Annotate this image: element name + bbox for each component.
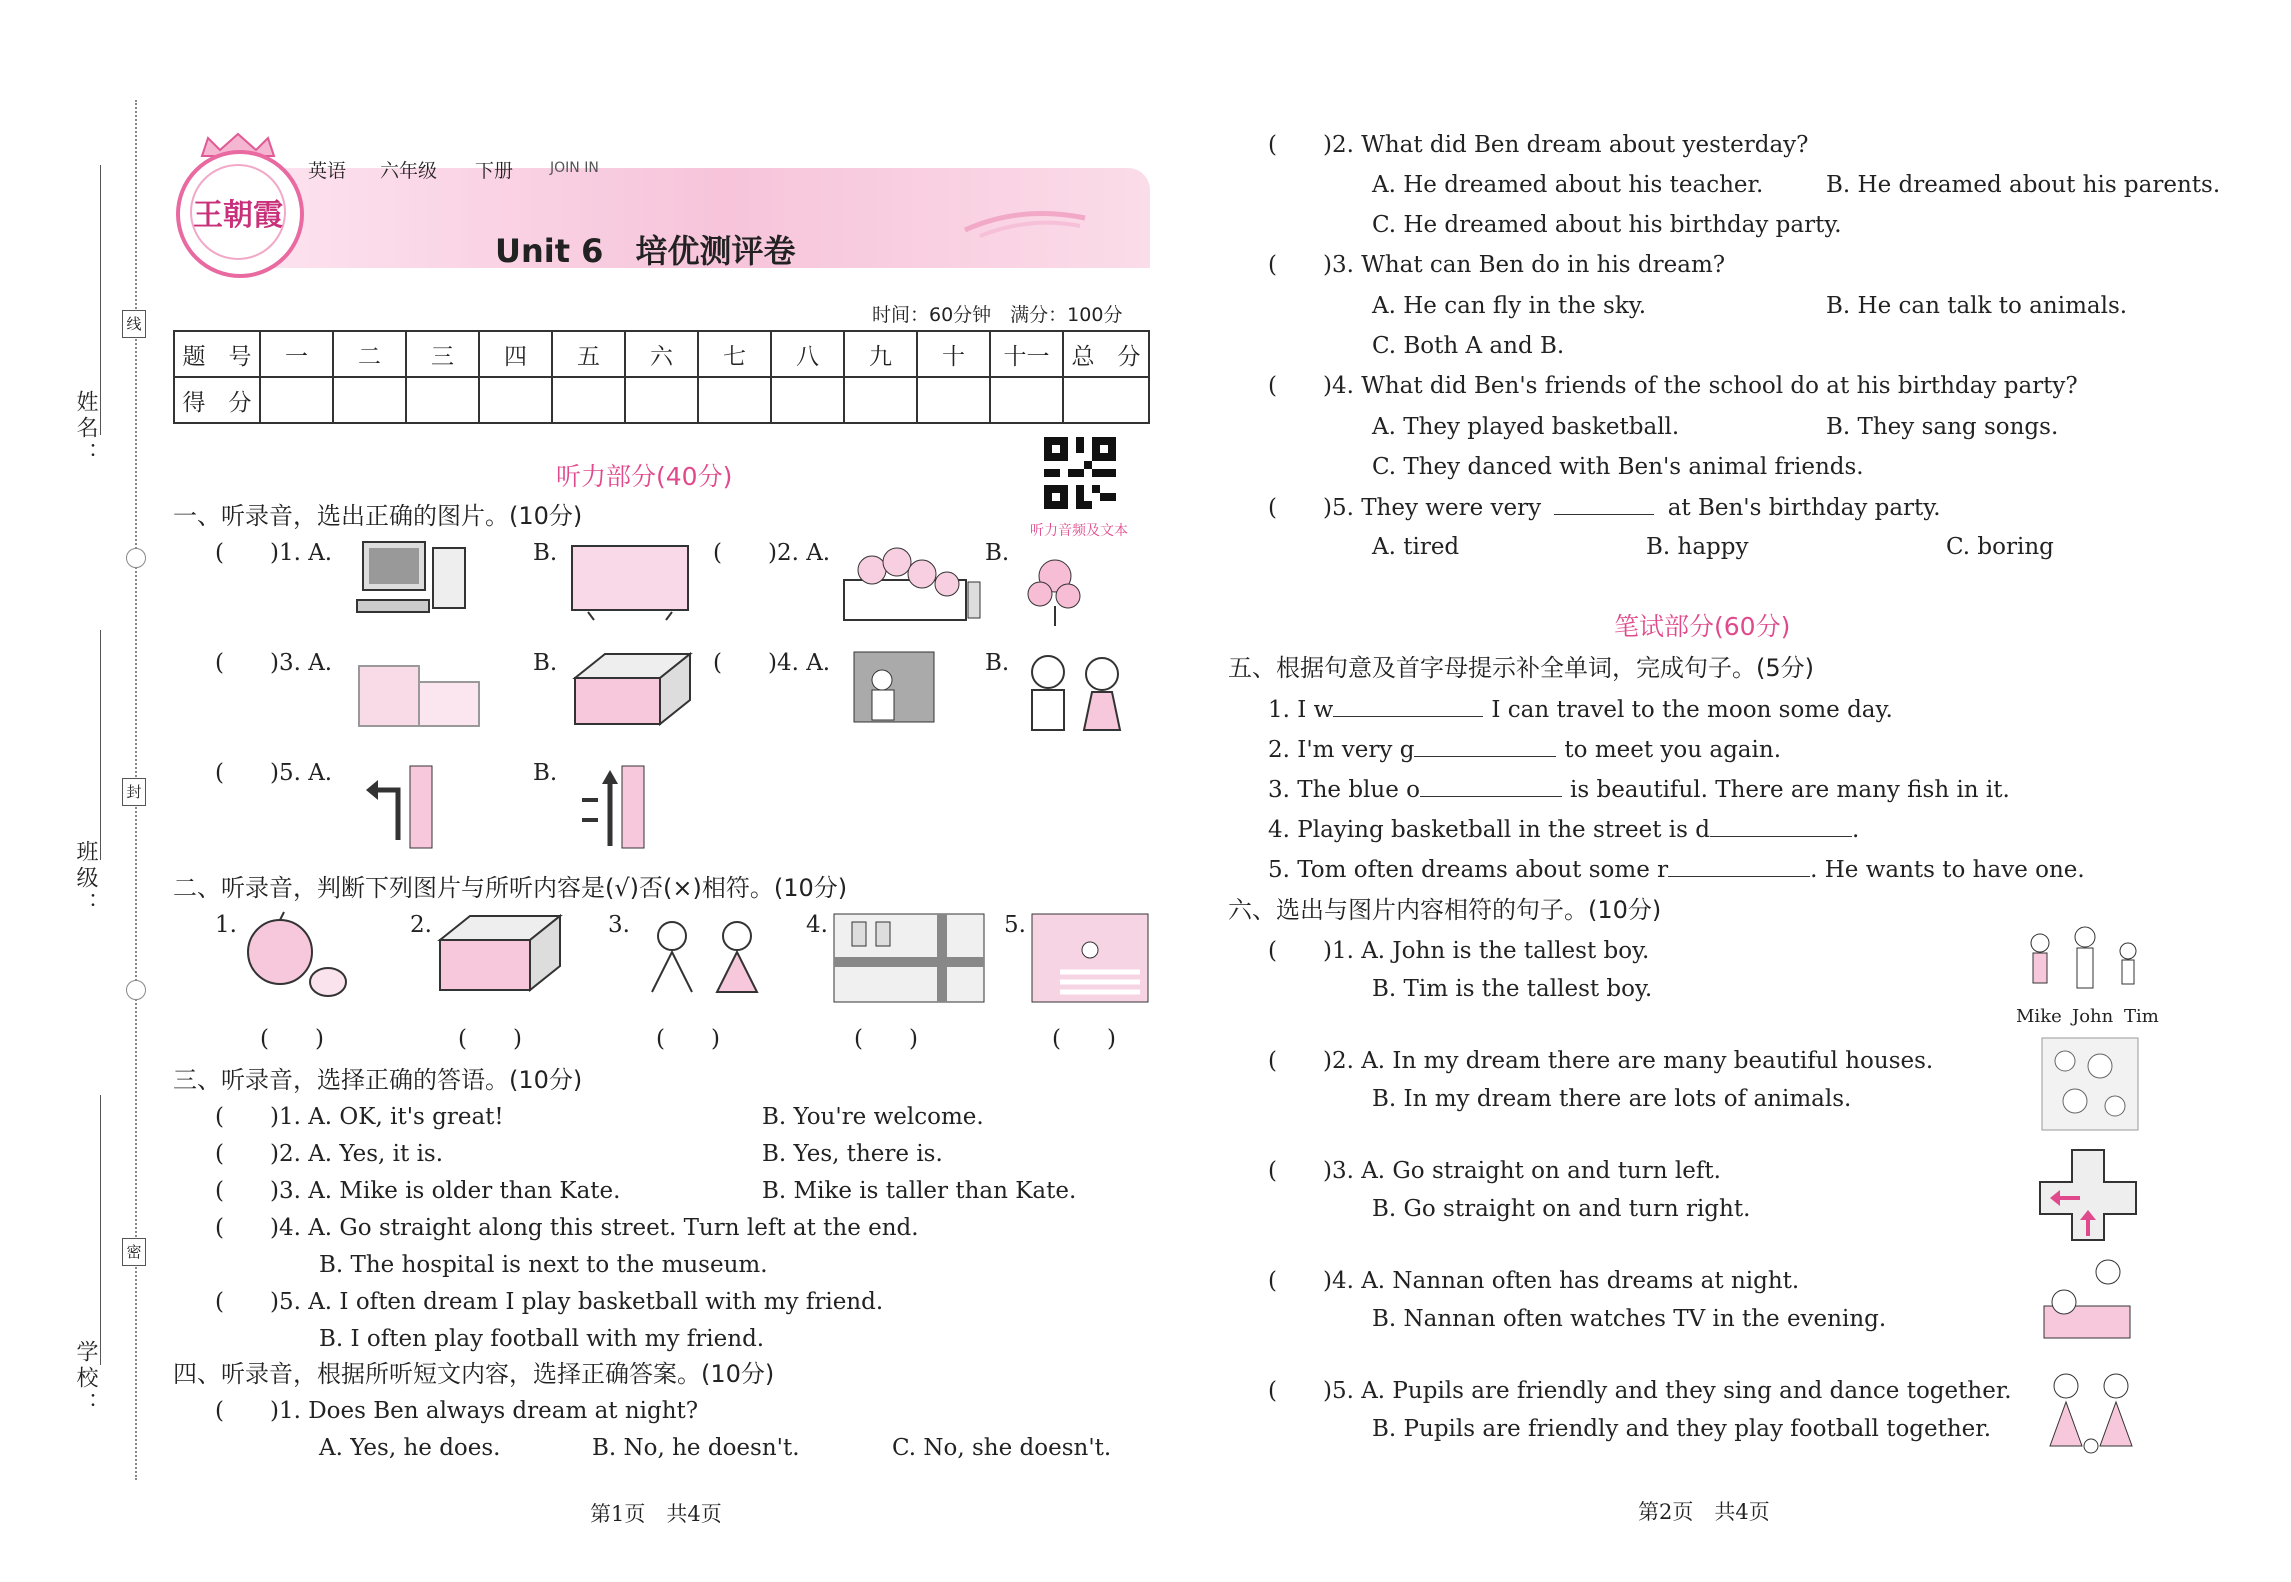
s2-num-5: 5. bbox=[1004, 912, 1026, 938]
s3-q5-b: B. I often play football with my friend. bbox=[319, 1326, 765, 1352]
s6-q1-a: ( )1. A. John is the tallest boy. bbox=[1268, 938, 1650, 964]
s6-q4-a: ( )4. A. Nannan often has dreams at night. bbox=[1268, 1268, 1800, 1294]
s4-q3: ( )3. What can Ben do in his dream? bbox=[1268, 252, 1726, 278]
sleeping-dream-picture bbox=[2038, 1258, 2138, 1344]
s4-q1-opt-b: B. No, he doesn't. bbox=[592, 1435, 800, 1461]
score-header-cell: 五 bbox=[552, 331, 625, 377]
s2-num-2: 2. bbox=[410, 912, 432, 938]
score-header-cell: 八 bbox=[771, 331, 844, 377]
school-label: 学校： bbox=[73, 1340, 98, 1418]
s6-q5-a: ( )5. A. Pupils are friendly and they sing and dance together. bbox=[1268, 1378, 2012, 1404]
s3-q2-a: ( )2. A. Yes, it is. bbox=[215, 1141, 444, 1167]
binding-hole-icon bbox=[126, 548, 146, 568]
qr-caption: 听力音频及文本 bbox=[1030, 523, 1128, 539]
score-input-cell[interactable] bbox=[479, 377, 552, 423]
writing-heading: 笔试部分(60分) bbox=[1614, 612, 1791, 641]
section-6-title: 六、选出与图片内容相符的句子。(10分) bbox=[1228, 896, 1662, 924]
page-1-footer: 第1页 共4页 bbox=[590, 1502, 722, 1526]
score-input-cell[interactable] bbox=[333, 377, 406, 423]
s3-q2-b: B. Yes, there is. bbox=[762, 1141, 943, 1167]
s2-answer-2[interactable]: ( ) bbox=[458, 1026, 522, 1052]
s4-q3-opt-b: B. He can talk to animals. bbox=[1826, 293, 2128, 319]
cinema-picture-2 bbox=[430, 910, 570, 1000]
s4-q5-pre: ( )5. They were very bbox=[1268, 495, 1542, 521]
s4-q2-opt-b: B. He dreamed about his parents. bbox=[1826, 172, 2221, 198]
grade: 六年级 bbox=[380, 160, 438, 182]
score-row-label: 得 分 bbox=[174, 377, 260, 423]
class-label: 班级： bbox=[73, 840, 98, 918]
class-underline bbox=[100, 630, 101, 860]
seal-line-box: 线 bbox=[122, 310, 146, 338]
s5-q1 bbox=[1268, 698, 1893, 722]
s3-q1-b: B. You're welcome. bbox=[762, 1104, 984, 1130]
s5-q2-blank[interactable] bbox=[1414, 738, 1556, 757]
boy-girl-picture bbox=[1020, 650, 1130, 734]
s4-q4-opt-c: C. They danced with Ben's animal friends. bbox=[1372, 454, 1864, 480]
edition: JOIN IN bbox=[550, 160, 599, 176]
score-input-cell[interactable] bbox=[844, 377, 917, 423]
s4-q5-blank[interactable] bbox=[1554, 496, 1654, 515]
score-input-cell[interactable] bbox=[917, 377, 990, 423]
score-header-cell: 七 bbox=[698, 331, 771, 377]
score-header-cell: 一 bbox=[260, 331, 333, 377]
s2-num-3: 3. bbox=[608, 912, 630, 938]
go-straight-sign-picture bbox=[572, 760, 652, 850]
binding-hole-icon bbox=[126, 980, 146, 1000]
score-input-cell[interactable] bbox=[990, 377, 1063, 423]
score-input-cell[interactable] bbox=[698, 377, 771, 423]
subject: 英语 bbox=[308, 160, 347, 182]
s5-q3 bbox=[1268, 778, 2010, 802]
s5-q5-blank[interactable] bbox=[1668, 858, 1810, 877]
kid-name-john: John bbox=[2072, 1006, 2114, 1027]
s2-num-1: 1. bbox=[215, 912, 237, 938]
s6-q2-b: B. In my dream there are lots of animals. bbox=[1372, 1086, 1852, 1112]
s4-q1-opt-a: A. Yes, he does. bbox=[319, 1435, 501, 1461]
score-input-cell[interactable] bbox=[406, 377, 479, 423]
score-header-cell: 六 bbox=[625, 331, 698, 377]
s2-answer-1[interactable]: ( ) bbox=[260, 1026, 324, 1052]
s3-q1-a: ( )1. A. OK, it's great! bbox=[215, 1104, 504, 1130]
traffic-street-picture bbox=[832, 912, 987, 1004]
s5-q1-pre: 1. I w bbox=[1268, 697, 1334, 723]
s6-q3-b: B. Go straight on and turn right. bbox=[1372, 1196, 1751, 1222]
s5-q1-post: I can travel to the moon some day. bbox=[1491, 697, 1893, 723]
s2-answer-4[interactable]: ( ) bbox=[854, 1026, 918, 1052]
time-info: 时间：60分钟 满分：100分 bbox=[872, 304, 1123, 326]
s6-q4-b: B. Nannan often watches TV in the evening. bbox=[1372, 1306, 1887, 1332]
s4-q5-opt-a: A. tired bbox=[1372, 534, 1460, 560]
s4-q1: ( )1. Does Ben always dream at night? bbox=[215, 1398, 699, 1424]
kid-name-mike: Mike bbox=[2016, 1006, 2062, 1027]
brand-name: 王朝霞 bbox=[190, 164, 286, 260]
score-table bbox=[173, 330, 1150, 424]
s6-q3-a: ( )3. A. Go straight on and turn left. bbox=[1268, 1158, 1721, 1184]
s5-q4 bbox=[1268, 818, 1859, 842]
s6-q1-b: B. Tim is the tallest boy. bbox=[1372, 976, 1653, 1002]
name-label: 姓名： bbox=[73, 390, 98, 468]
teacher-blackboard-picture bbox=[852, 650, 937, 725]
page-2-footer: 第2页 共4页 bbox=[1638, 1500, 1770, 1524]
s4-q5-post: at Ben's birthday party. bbox=[1667, 495, 1941, 521]
s4-q2: ( )2. What did Ben dream about yesterday? bbox=[1268, 132, 1809, 158]
s4-q2-opt-c: C. He dreamed about his birthday party. bbox=[1372, 212, 1842, 238]
section-1-title: 一、听录音，选出正确的图片。(10分) bbox=[173, 502, 583, 530]
s4-q3-opt-a: A. He can fly in the sky. bbox=[1372, 293, 1647, 319]
s4-q5-opt-b: B. happy bbox=[1646, 534, 1749, 560]
volume: 下册 bbox=[475, 160, 514, 182]
apple-potato-picture bbox=[240, 910, 350, 1000]
s4-q4: ( )4. What did Ben's friends of the school do at his birthday party? bbox=[1268, 373, 2078, 399]
score-input-cell[interactable] bbox=[1063, 377, 1149, 423]
s2-answer-5[interactable]: ( ) bbox=[1052, 1026, 1116, 1052]
s5-q5 bbox=[1268, 858, 2085, 882]
section-3-title: 三、听录音，选择正确的答语。(10分) bbox=[173, 1066, 583, 1094]
section-4-title: 四、听录音，根据所听短文内容，选择正确答案。(10分) bbox=[173, 1360, 775, 1388]
three-boys-picture bbox=[2020, 925, 2150, 1005]
animals-dream-picture bbox=[2040, 1036, 2140, 1132]
crosswalk-picture bbox=[1030, 912, 1150, 1004]
s4-q5 bbox=[1268, 496, 1941, 520]
score-header-cell: 总 分 bbox=[1063, 331, 1149, 377]
s6-q2-a: ( )2. A. In my dream there are many beautiful houses. bbox=[1268, 1048, 1934, 1074]
s4-q4-opt-b: B. They sang songs. bbox=[1826, 414, 2059, 440]
s1-q3: ( )3. A. bbox=[215, 650, 333, 676]
brand-crest bbox=[176, 150, 304, 278]
score-header-cell: 九 bbox=[844, 331, 917, 377]
s1-q1: ( )1. A. bbox=[215, 540, 333, 566]
s3-q4-a: ( )4. A. Go straight along this street. Turn left at the end. bbox=[215, 1215, 919, 1241]
seal-feng-box: 封 bbox=[122, 778, 146, 806]
page-title: Unit 6 培优测评卷 bbox=[495, 232, 796, 270]
flower-shop-picture bbox=[842, 540, 982, 624]
s5-q5-post: . He wants to have one. bbox=[1810, 857, 2085, 883]
s1-q2: ( )2. A. bbox=[713, 540, 831, 566]
score-input-cell[interactable] bbox=[552, 377, 625, 423]
crossroad-arrows-picture bbox=[2038, 1148, 2138, 1242]
s1-q1-b: B. bbox=[533, 540, 558, 566]
building-picture bbox=[355, 652, 485, 732]
listening-heading: 听力部分(40分) bbox=[556, 462, 733, 491]
kid-name-tim: Tim bbox=[2124, 1006, 2159, 1027]
school-underline bbox=[100, 1095, 101, 1365]
s5-q2-pre: 2. I'm very g bbox=[1268, 737, 1415, 763]
cinema-picture bbox=[565, 648, 695, 733]
s5-q3-blank[interactable] bbox=[1420, 778, 1562, 797]
swoosh-decoration-icon bbox=[960, 200, 1090, 240]
s5-q1-blank[interactable] bbox=[1333, 698, 1483, 717]
score-input-cell[interactable] bbox=[260, 377, 333, 423]
s4-q1-opt-c: C. No, she doesn't. bbox=[892, 1435, 1112, 1461]
s4-q5-opt-c: C. boring bbox=[1946, 534, 2054, 560]
score-input-cell[interactable] bbox=[625, 377, 698, 423]
tv-picture bbox=[568, 542, 693, 622]
score-header-cell: 十 bbox=[917, 331, 990, 377]
s1-q5: ( )5. A. bbox=[215, 760, 333, 786]
section-2-title: 二、听录音，判断下列图片与所听内容是(√)否(×)相符。(10分) bbox=[173, 874, 848, 902]
s2-answer-3[interactable]: ( ) bbox=[656, 1026, 720, 1052]
s5-q4-post: . bbox=[1851, 817, 1860, 843]
score-header-cell: 四 bbox=[479, 331, 552, 377]
s5-q4-pre: 4. Playing basketball in the street is d bbox=[1268, 817, 1710, 843]
s3-q5-a: ( )5. A. I often dream I play basketball with my friend. bbox=[215, 1289, 884, 1315]
turn-left-sign-picture bbox=[360, 760, 435, 850]
s4-q2-opt-a: A. He dreamed about his teacher. bbox=[1372, 172, 1764, 198]
s2-num-4: 4. bbox=[806, 912, 828, 938]
seal-mi-box: 密 bbox=[122, 1238, 146, 1266]
computer-picture bbox=[355, 538, 475, 618]
score-input-cell[interactable] bbox=[771, 377, 844, 423]
s1-q3-b: B. bbox=[533, 650, 558, 676]
section-5-title: 五、根据句意及首字母提示补全单词，完成句子。(5分) bbox=[1228, 654, 1814, 682]
kids-playing-picture bbox=[632, 912, 782, 1004]
score-header-cell: 十一 bbox=[990, 331, 1063, 377]
s5-q3-post: is beautiful. There are many fish in it. bbox=[1570, 777, 2010, 803]
s4-q3-opt-c: C. Both A and B. bbox=[1372, 333, 1565, 359]
s1-q5-b: B. bbox=[533, 760, 558, 786]
s4-q4-opt-a: A. They played basketball. bbox=[1372, 414, 1680, 440]
s3-q3-b: B. Mike is taller than Kate. bbox=[762, 1178, 1077, 1204]
s1-q4-b: B. bbox=[985, 650, 1010, 676]
kids-football-picture bbox=[2036, 1368, 2146, 1456]
s5-q3-pre: 3. The blue o bbox=[1268, 777, 1420, 803]
score-header-cell: 三 bbox=[406, 331, 479, 377]
s5-q2 bbox=[1268, 738, 1781, 762]
s3-q4-b: B. The hospital is next to the museum. bbox=[319, 1252, 768, 1278]
qr-code-icon[interactable] bbox=[1044, 437, 1116, 509]
s5-q2-post: to meet you again. bbox=[1564, 737, 1782, 763]
score-header-cell: 二 bbox=[333, 331, 406, 377]
s1-q2-b: B. bbox=[985, 540, 1010, 566]
s1-q4: ( )4. A. bbox=[713, 650, 831, 676]
s3-q3-a: ( )3. A. Mike is older than Kate. bbox=[215, 1178, 621, 1204]
flower-picture bbox=[1020, 548, 1090, 628]
s6-q5-b: B. Pupils are friendly and they play football together. bbox=[1372, 1416, 1992, 1442]
s5-q5-pre: 5. Tom often dreams about some r bbox=[1268, 857, 1669, 883]
score-header-cell: 题 号 bbox=[174, 331, 260, 377]
s5-q4-blank[interactable] bbox=[1710, 818, 1852, 837]
